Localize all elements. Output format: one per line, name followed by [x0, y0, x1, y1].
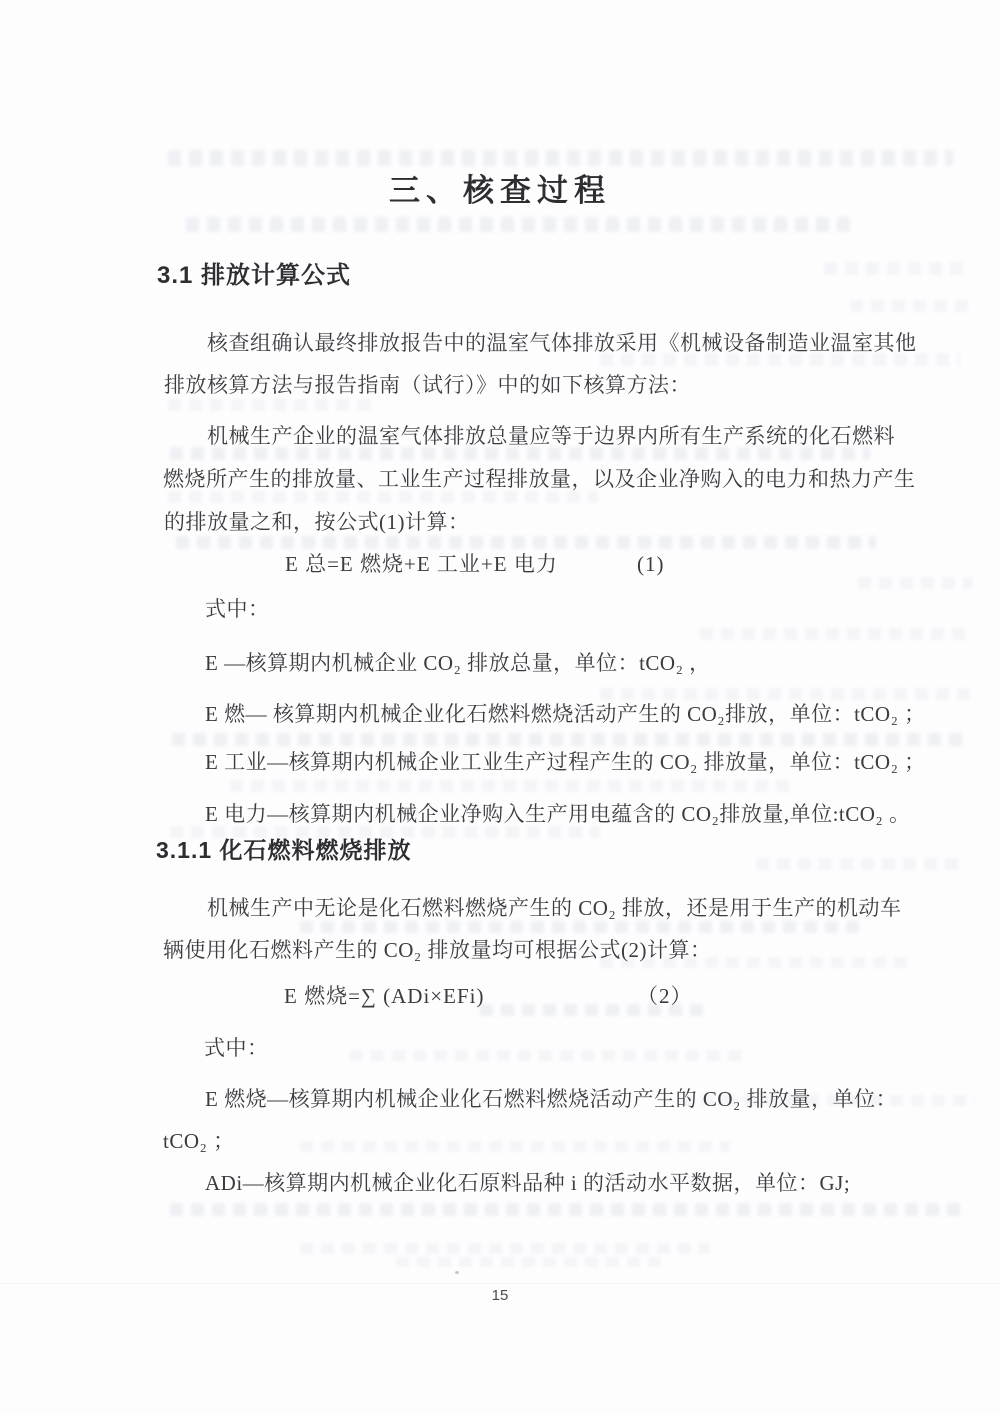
bleedthrough-ghost: [176, 536, 876, 549]
paragraph-line: 排放核算方法与报告指南（试行）》中的如下核算方法：: [164, 373, 691, 397]
paragraph-line: 燃烧所产生的排放量、工业生产过程排放量，以及企业净购入的电力和热力产生: [163, 467, 916, 491]
paragraph-line: 辆使用化石燃料产生的 CO₂ 排放量均可根据公式(2)计算：: [163, 938, 712, 962]
paragraph-line: 机械生产企业的温室气体排放总量应等于边界内所有生产系统的化石燃料: [207, 424, 895, 448]
bleedthrough-ghost: [168, 491, 598, 503]
bleedthrough-ghost: [300, 921, 865, 933]
paragraph-line: 的排放量之和，按公式(1)计算：: [164, 510, 470, 534]
definition-e-combustion: E 燃烧—核算期内机械企业化石燃料燃烧活动产生的 CO₂ 排放量，单位：: [205, 1087, 898, 1111]
section-3-1-1-heading: 3.1.1 化石燃料燃烧排放: [156, 837, 412, 863]
bleedthrough-ghost: [230, 780, 790, 792]
bleedthrough-ghost: [170, 1203, 960, 1216]
where-label: 式中：: [204, 1036, 269, 1060]
bleedthrough-ghost: [858, 577, 973, 589]
bleedthrough-ghost: [300, 1141, 730, 1152]
page-number: 15: [491, 1287, 509, 1304]
definition-adi: ADi—核算期内机械企业化石原料品种 i 的活动水平数据，单位：GJ;: [205, 1171, 851, 1195]
bleedthrough-ghost: [168, 399, 378, 411]
bleedthrough-ghost: [600, 688, 970, 700]
definition-e-industry: E 工业—核算期内机械企业工业生产过程产生的 CO₂ 排放量，单位：tCO₂ ；: [205, 750, 926, 774]
bleedthrough-ghost: [396, 1257, 666, 1267]
chapter-title: 三、核查过程: [389, 173, 611, 208]
definition-e-total: E —核算期内机械企业 CO₂ 排放总量，单位：tCO₂ ，: [205, 651, 711, 675]
scan-speck: [455, 1271, 459, 1274]
formula-1-number: (1): [637, 552, 665, 576]
definition-e-power: E 电力—核算期内机械企业净购入生产用电蕴含的 CO₂排放量,单位:tCO₂ 。: [205, 802, 911, 826]
definition-e-fuel: E 燃— 核算期内机械企业化石燃料燃烧活动产生的 CO₂排放，单位：tCO₂ ；: [205, 702, 926, 726]
formula-2-number: （2）: [637, 984, 693, 1008]
scan-artifact-line: [0, 1283, 1000, 1284]
bleedthrough-ghost: [756, 858, 966, 870]
bleedthrough-ghost: [824, 262, 964, 275]
bleedthrough-ghost: [168, 150, 953, 166]
definition-e-combustion-continued: tCO₂ ；: [163, 1129, 235, 1153]
formula-2-expression: E 燃烧=∑ (ADi×EFi): [284, 984, 485, 1008]
paragraph-line: 核查组确认最终排放报告中的温室气体排放采用《机械设备制造业温室其他: [207, 331, 917, 355]
bleedthrough-ghost: [300, 1243, 710, 1254]
formula-1-expression: E 总=E 燃烧+E 工业+E 电力: [285, 552, 558, 576]
bleedthrough-ghost: [186, 217, 858, 232]
where-label: 式中：: [205, 597, 270, 621]
bleedthrough-ghost: [700, 628, 970, 640]
bleedthrough-ghost: [350, 1050, 750, 1061]
bleedthrough-ghost: [172, 733, 967, 746]
paragraph-line: 机械生产中无论是化石燃料燃烧产生的 CO₂ 排放，还是用于生产的机动车: [207, 896, 902, 920]
bleedthrough-ghost: [850, 300, 970, 312]
section-3-1-heading: 3.1 排放计算公式: [157, 262, 352, 289]
